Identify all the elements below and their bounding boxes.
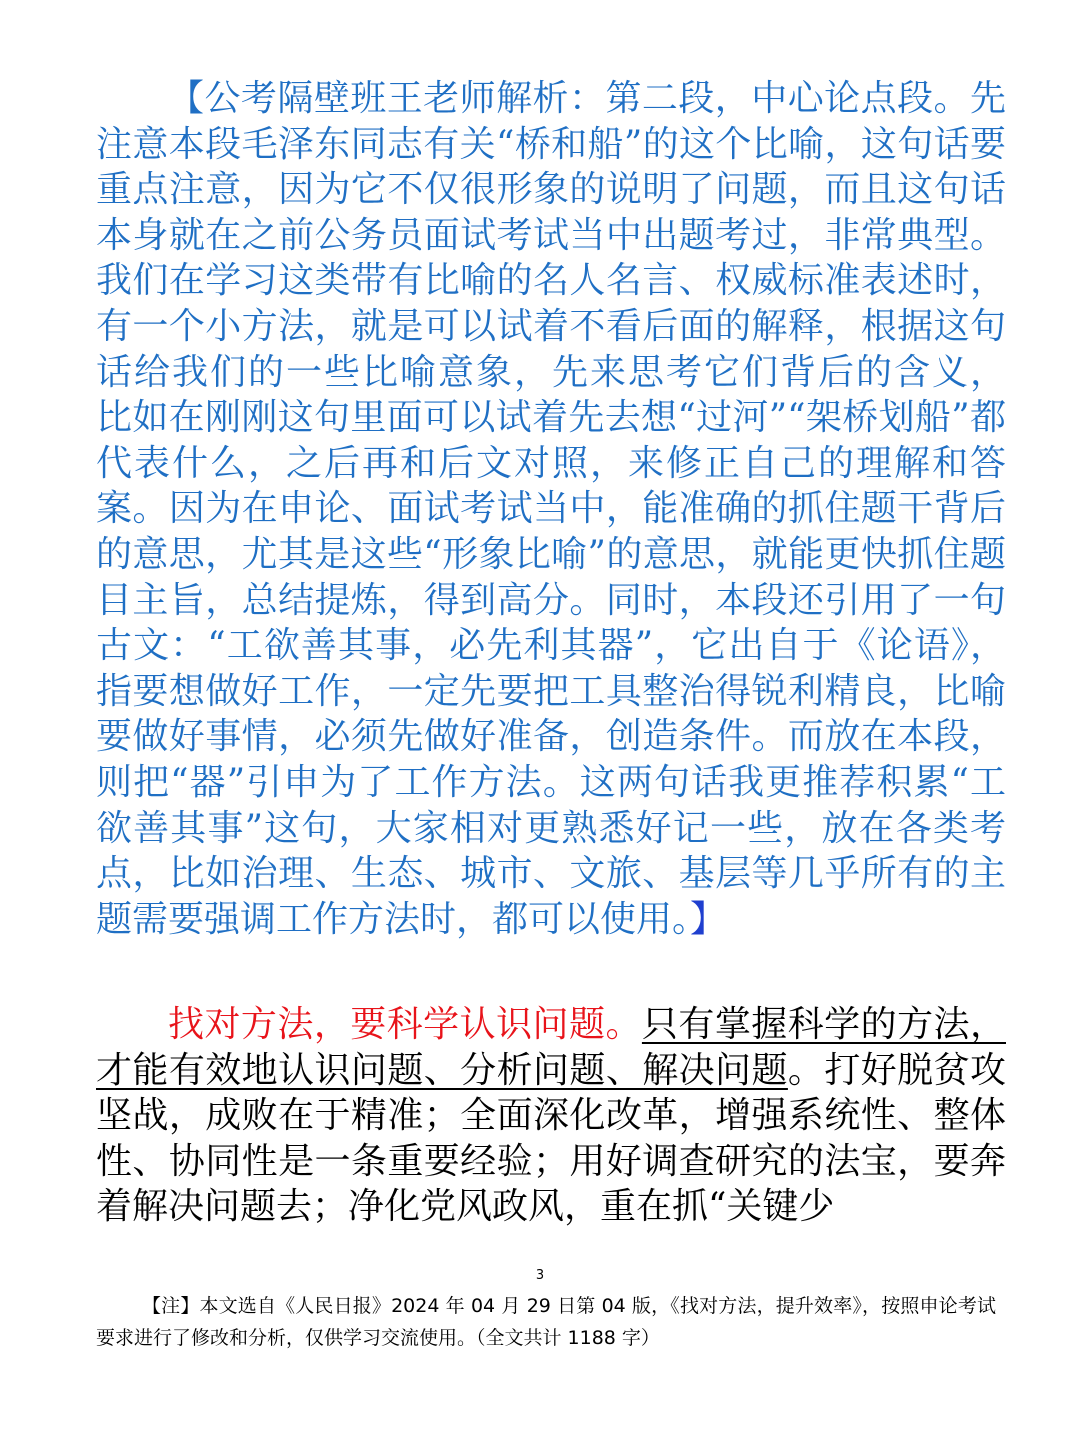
analysis-close-bracket: 】 (690, 898, 727, 940)
analysis-text: 【公考隔壁班王老师解析：第二段，中心论点段。先注意本段毛泽东同志有关“桥和船”的这个比喻，这句话要重点注意，因为它不仅很形象的说明了问题，而且这句话本身就在之前公务员面试考试当中出题考过，非常典型。我们在学习这类带有比喻的名人名言、权威标准表述时，有一个小方法，就是可以试着不看后面的解释，根据这句话给我们的一些比喻意象，先来思考它们背后的含义， 比如在刚刚这句里面可以试着先去想“过河”“架桥划船”都代表什么，之后再和后文对照，来修正自己的理解和答案。因为在申论、面试考试当中，能准确的抓住题干背后的意思，尤其是这些“形象比喻”的意思，就能更快抓住题目主旨，总结提炼，得到高分。同时，本段还引用了一句古文：“工欲善其事，必先利其器”，它出自于《论语》，指要想做好工作，一定先要把工具整治得锐利精良，比喻要做好事情，必须先做好准备，创造条件。而放在本段，则把“器”引申为了工作方法。这两句话我更推荐积累“工欲善其事”这句，大家相对更熟悉好记一些，放在各类考点，比如治理、生态、城市、文旅、基层等几乎所有的主题需要强调工作方法时，都可以使用。 (96, 78, 1006, 940)
page-number: 3 (535, 1268, 545, 1283)
section-heading: 找对方法，要科学认识问题。 (168, 1004, 642, 1045)
body-paragraph (96, 1002, 1006, 1230)
underlined-key-sentence: 只有掌握科学的方法，才能有效地认识问题、分析问题、解决问题 (96, 1004, 1006, 1091)
analysis-paragraph (96, 76, 1006, 942)
source-note: 【注】本文选自《人民日报》2024 年 04 月 29 日第 04 版，《找对方法，提升效率》，按照申论考试要求进行了修改和分析，仅供学习交流使用。（全文共计 1188 字） (96, 1295, 996, 1349)
body-text: 。打好脱贫攻坚战，成败在于精准；全面深化改革，增强系统性、整体性、协同性是一条重要经验；用好调查研究的法宝，要奔着解决问题去；净化党风政风，重在抓“关键少 (96, 1049, 1006, 1228)
